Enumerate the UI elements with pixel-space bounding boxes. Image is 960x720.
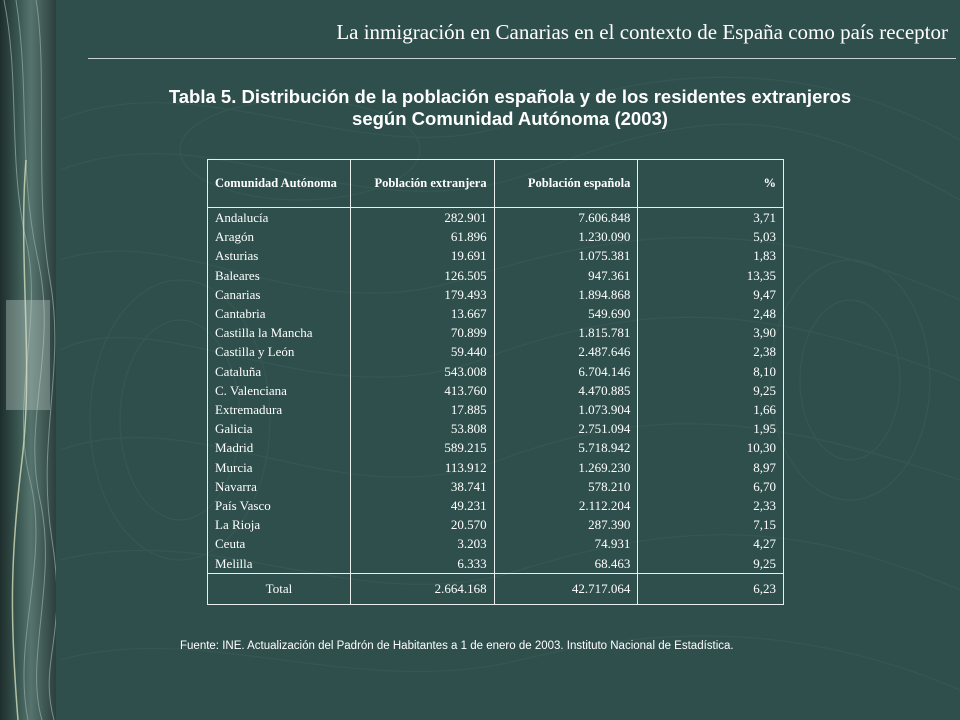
percentage-value: 3,71 — [753, 210, 776, 225]
extranjera-value: 413.760 — [444, 382, 487, 398]
extranjera-value: 13.667 — [450, 306, 487, 322]
extranjera-value: 113.912 — [444, 459, 487, 475]
percentage-value: 6,70 — [753, 478, 776, 494]
community-name: Andalucía — [215, 210, 269, 225]
total-label: Total — [208, 573, 351, 604]
extranjera-value: 6.333 — [457, 555, 487, 571]
espanola-value: 1.230.090 — [578, 229, 631, 245]
espanola-value: 2.487.646 — [578, 344, 631, 360]
extranjera-value: 20.570 — [450, 517, 487, 533]
community-name: Cantabria — [215, 306, 266, 322]
total-extranjera: 2.664.168 — [350, 573, 494, 604]
community-name: Murcia — [215, 459, 253, 475]
community-column — [208, 208, 351, 574]
espanola-value: 2.112.204 — [578, 498, 631, 514]
espanola-value: 2.751.094 — [578, 421, 631, 437]
community-name: Baleares — [215, 267, 260, 283]
extranjera-value: 38.741 — [450, 478, 487, 494]
percentage-value: 2,33 — [753, 498, 776, 514]
community-name: Ceuta — [215, 536, 246, 552]
extranjera-value: 53.808 — [450, 421, 487, 437]
extranjera-value: 19.691 — [450, 248, 487, 264]
espanola-value: 947.361 — [588, 267, 631, 283]
table-caption-line-1: Tabla 5. Distribución de la población española y de los residentes extranjeros — [168, 86, 852, 107]
percentage-value: 9,25 — [753, 382, 776, 398]
header-percentage: % — [638, 160, 784, 208]
population-table — [207, 159, 784, 605]
source-note: Fuente: INE. Actualización del Padrón de Habitantes a 1 de enero de 2003. Instituto Nacional de Estadística. — [180, 640, 734, 652]
espanola-value: 578.210 — [588, 478, 631, 494]
community-name: Canarias — [215, 286, 261, 302]
community-name: Galicia — [215, 421, 253, 437]
percentage-value: 3,90 — [753, 325, 776, 341]
espanola-value: 1.269.230 — [578, 459, 631, 475]
percentage-value: 2,48 — [753, 306, 776, 322]
percentage-value: 13,35 — [746, 267, 776, 283]
table-total-row — [208, 573, 784, 604]
community-name: Castilla y León — [215, 344, 295, 360]
decorative-map-strip — [0, 0, 56, 720]
community-name: Asturias — [215, 248, 259, 264]
percentage-value: 7,15 — [753, 517, 776, 533]
extranjera-column — [350, 208, 494, 574]
presentation-title: La inmigración en Canarias en el contexto de España como país receptor — [336, 20, 948, 44]
community-name: C. Valenciana — [215, 382, 287, 398]
percentage-value: 4,27 — [753, 536, 776, 552]
percentage-value: 10,30 — [746, 440, 776, 456]
extranjera-value: 59.440 — [450, 344, 487, 360]
espanola-value: 549.690 — [588, 306, 631, 322]
espanola-column — [494, 208, 638, 574]
percentage-value: 8,10 — [753, 363, 776, 379]
espanola-value: 5.718.942 — [578, 440, 631, 456]
extranjera-value: 3.203 — [457, 536, 487, 552]
extranjera-value: 543.008 — [444, 363, 487, 379]
percentage-value: 8,97 — [753, 459, 776, 475]
community-name: Navarra — [215, 478, 257, 494]
extranjera-value: 70.899 — [450, 325, 487, 341]
espanola-value: 1.894.868 — [578, 286, 631, 302]
table-body-row — [208, 208, 784, 574]
extranjera-value: 49.231 — [450, 498, 487, 514]
community-name: Castilla la Mancha — [215, 325, 313, 341]
table-header-row — [208, 160, 784, 208]
espanola-value: 4.470.885 — [578, 382, 631, 398]
percentage-value: 9,47 — [753, 286, 776, 302]
community-name: País Vasco — [215, 498, 271, 514]
percentage-value: 2,38 — [753, 344, 776, 360]
espanola-value: 68.463 — [594, 555, 631, 571]
community-name: La Rioja — [215, 517, 261, 533]
total-espanola: 42.717.064 — [494, 573, 638, 604]
percentage-value: 9,25 — [753, 555, 776, 571]
extranjera-value: 61.896 — [450, 229, 487, 245]
percentage-column — [638, 208, 784, 574]
table-caption — [60, 86, 960, 130]
map-strip-graphic — [0, 0, 56, 720]
header-poblacion-espanola: Población española — [494, 160, 638, 208]
extranjera-value: 282.901 — [444, 210, 487, 225]
total-percentage: 6,23 — [638, 573, 784, 604]
header-divider — [88, 58, 956, 59]
espanola-value: 74.931 — [594, 536, 631, 552]
espanola-value: 1.075.381 — [578, 248, 631, 264]
community-name: Madrid — [215, 440, 254, 456]
extranjera-value: 589.215 — [444, 440, 487, 456]
community-name: Extremadura — [215, 402, 283, 418]
espanola-value: 7.606.848 — [578, 210, 631, 225]
percentage-value: 5,03 — [753, 229, 776, 245]
extranjera-value: 126.505 — [444, 267, 487, 283]
extranjera-value: 179.493 — [444, 286, 487, 302]
community-name: Cataluña — [215, 363, 262, 379]
header-comunidad: Comunidad Autónoma — [208, 160, 351, 208]
header-poblacion-extranjera: Población extranjera — [350, 160, 494, 208]
espanola-value: 287.390 — [588, 517, 631, 533]
espanola-value: 1.073.904 — [578, 402, 631, 418]
community-name: Melilla — [215, 555, 253, 571]
percentage-value: 1,66 — [753, 402, 776, 418]
percentage-value: 1,95 — [753, 421, 776, 437]
community-name: Aragón — [215, 229, 254, 245]
espanola-value: 1.815.781 — [578, 325, 631, 341]
percentage-value: 1,83 — [753, 248, 776, 264]
extranjera-value: 17.885 — [450, 402, 487, 418]
espanola-value: 6.704.146 — [578, 363, 631, 379]
table-caption-line-2: según Comunidad Autónoma (2003) — [352, 108, 668, 129]
